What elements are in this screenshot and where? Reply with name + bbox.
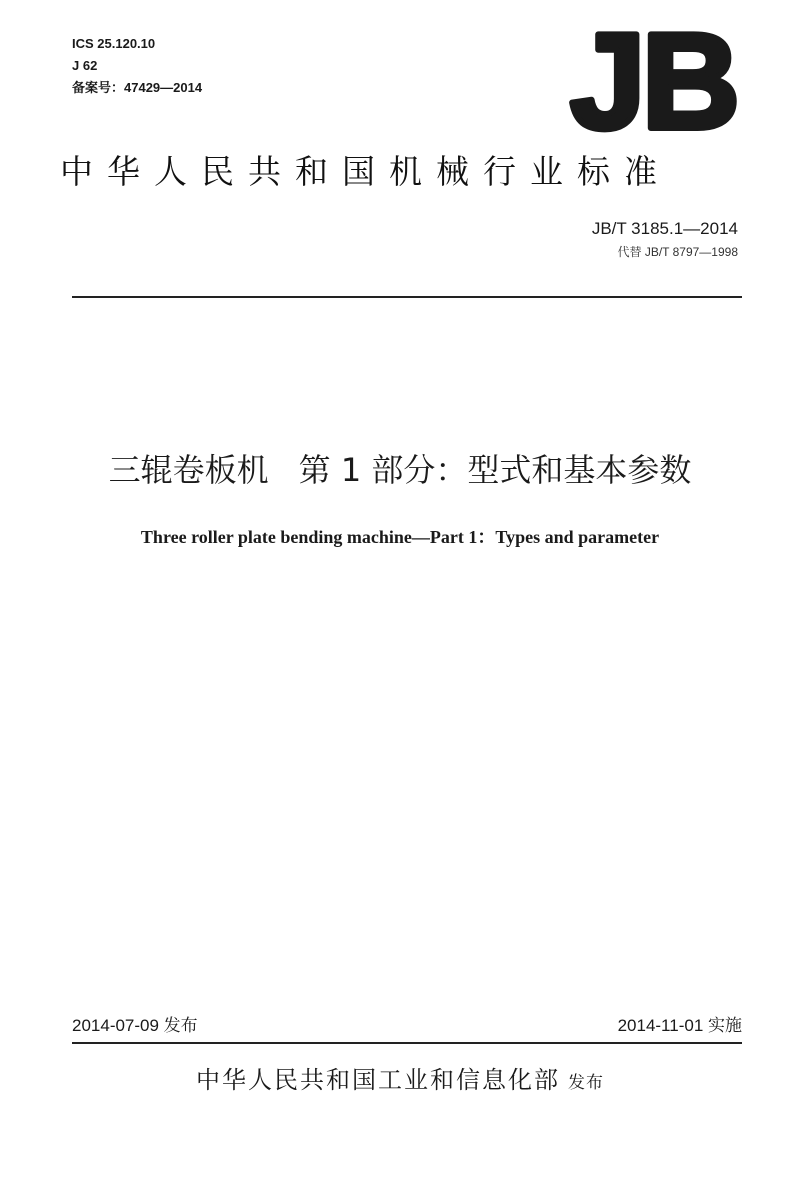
standard-number: JB/T 3185.1—2014 xyxy=(591,219,738,238)
logo-text: JB xyxy=(570,28,736,138)
implementation-date: 2014-11-01 实施 xyxy=(617,1016,742,1035)
replaced-standard: 代替 JB/T 8797—1998 xyxy=(617,245,738,259)
classification-code: J 62 xyxy=(72,58,98,73)
jb-logo xyxy=(548,28,758,138)
title-chinese xyxy=(0,447,800,493)
industry-standard-title: 中华人民共和国机械行业标准 xyxy=(60,152,671,191)
publisher-suffix: 发布 xyxy=(568,1073,604,1093)
title-chinese-part: 第 1 部分：型式和基本参数 xyxy=(298,451,692,489)
title-chinese-machine: 三辊卷板机 xyxy=(108,451,269,489)
footer-divider xyxy=(72,1042,742,1044)
publisher xyxy=(0,1062,800,1101)
record-number: 备案号：47429—2014 xyxy=(72,80,203,95)
ics-code: ICS 25.120.10 xyxy=(72,36,156,51)
title-english: Three roller plate bending machine—Part 1：Types and parameter xyxy=(140,527,660,547)
issue-date: 2014-07-09 发布 xyxy=(72,1016,198,1035)
publisher-name: 中华人民共和国工业和信息化部 xyxy=(196,1066,560,1094)
header-divider xyxy=(72,296,742,298)
